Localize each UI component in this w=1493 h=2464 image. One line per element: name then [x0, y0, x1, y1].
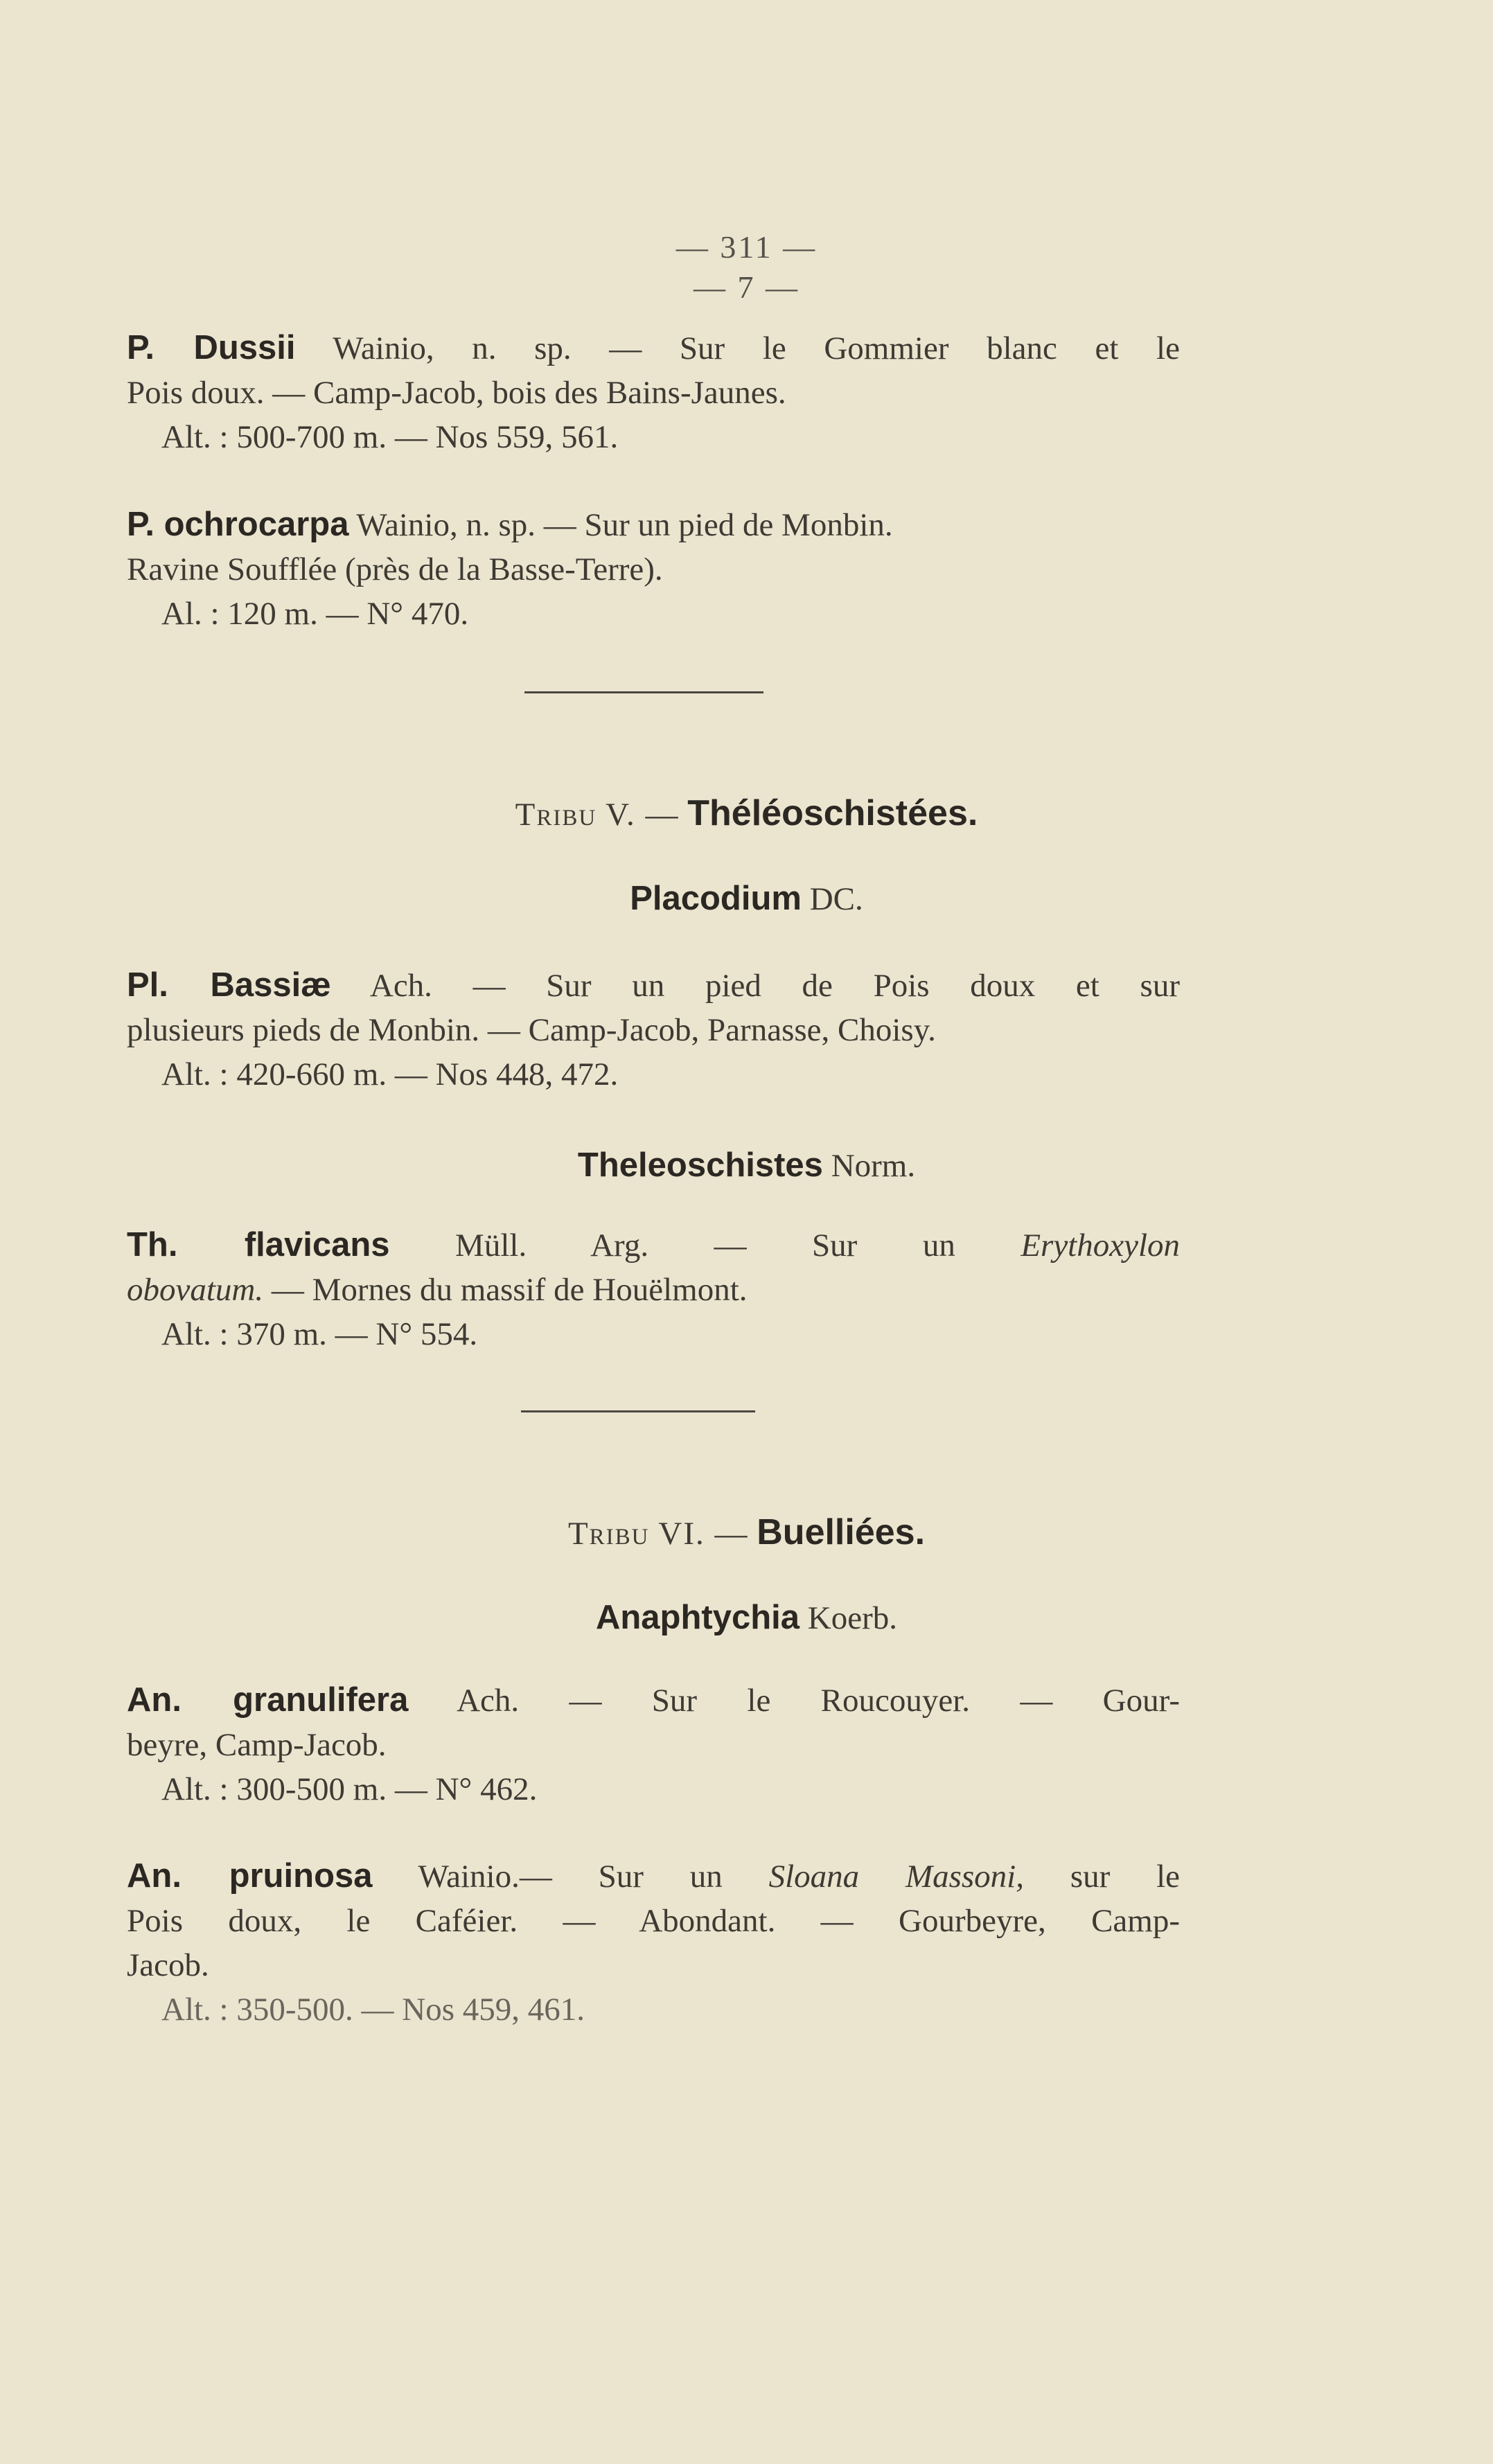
host-plant-name: Erythoxylon	[1021, 1227, 1181, 1264]
tribe-label: Tribu V. —	[515, 797, 680, 833]
entry-line	[127, 1854, 1180, 1899]
entry-an-granulifera	[127, 1678, 1180, 1811]
genus-author: Koerb.	[807, 1600, 898, 1636]
entry-text: sur le	[1070, 1859, 1181, 1895]
entry-text: Wainio, n. sp. — Sur le Gommier blanc et le	[333, 330, 1180, 366]
species-name: An. pruinosa	[127, 1857, 373, 1895]
host-plant-name: Sloana Massoni,	[768, 1859, 1024, 1895]
entry-line: Ravine Soufflée (près de la Basse-Terre).	[127, 551, 663, 587]
altitude-line: Alt. : 370 m. — N° 554.	[161, 1316, 478, 1352]
entry-an-pruinosa	[127, 1854, 1180, 2032]
entry-text: Wainio, n. sp. — Sur un pied de Monbin.	[356, 507, 893, 543]
entry-line	[127, 326, 1180, 371]
section-divider	[524, 691, 763, 693]
altitude-line: Al. : 120 m. — N° 470.	[161, 596, 469, 632]
entry-line: plusieurs pieds de Monbin. — Camp-Jacob, Parnasse, Choisy.	[127, 1012, 936, 1048]
entry-p-ochrocarpa	[127, 502, 1180, 636]
entry-th-flavicans	[127, 1223, 1180, 1356]
altitude-line: Alt. : 420-660 m. — Nos 448, 472.	[161, 1056, 619, 1092]
genus-author: Norm.	[831, 1148, 916, 1184]
entry-text: Wainio.— Sur un	[418, 1859, 723, 1895]
section-divider	[521, 1410, 755, 1412]
species-name: An. granulifera	[127, 1681, 409, 1719]
entry-text: Ach. — Sur un pied de Pois doux et sur	[369, 968, 1180, 1004]
genus-heading-placodium	[0, 876, 1493, 921]
altitude-line: Alt. : 300-500 m. — N° 462.	[161, 1771, 538, 1807]
entry-line	[127, 502, 1180, 547]
entry-text: — Mornes du massif de Houëlmont.	[271, 1272, 748, 1308]
entry-line: Pois doux. — Camp-Jacob, bois des Bains-Jaunes.	[127, 375, 786, 411]
genus-author: DC.	[809, 881, 863, 917]
entry-line: beyre, Camp-Jacob.	[127, 1727, 387, 1763]
entry-line	[127, 1223, 1180, 1268]
tribe-name: Théléoschistées.	[687, 793, 978, 833]
species-name: P. ochrocarpa	[127, 506, 349, 543]
altitude-line: Alt. : 350-500. — Nos 459, 461.	[161, 1992, 585, 2028]
tribe-name: Buelliées.	[757, 1512, 926, 1552]
species-name: Pl. Bassiæ	[127, 966, 331, 1004]
genus-name: Placodium	[630, 880, 802, 917]
page-number-311: — 311 —	[675, 229, 818, 265]
entry-line	[127, 1678, 1180, 1723]
altitude-line: Alt. : 500-700 m. — Nos 559, 561.	[161, 419, 619, 455]
page-number-7: — 7 —	[694, 269, 799, 305]
host-plant-name: obovatum.	[127, 1272, 264, 1308]
genus-heading-theleoschistes	[0, 1143, 1493, 1188]
species-name: Th. flavicans	[127, 1226, 390, 1264]
entry-line	[127, 1268, 1180, 1312]
genus-name: Theleoschistes	[577, 1146, 823, 1184]
tribe-vi-heading	[0, 1510, 1493, 1556]
entry-line: Jacob.	[127, 1947, 209, 1983]
species-name: P. Dussii	[127, 329, 296, 366]
entry-p-dussii	[127, 326, 1180, 459]
entry-line	[127, 963, 1180, 1008]
tribe-label: Tribu VI. —	[567, 1516, 749, 1552]
genus-name: Anaphtychia	[595, 1599, 800, 1636]
entry-pl-bassiae	[127, 963, 1180, 1097]
entry-line: Pois doux, le Caféier. — Abondant. — Gourbeyre, Camp-	[127, 1903, 1180, 1939]
tribe-v-heading	[0, 791, 1493, 837]
entry-text: Müll. Arg. — Sur un	[455, 1227, 955, 1264]
genus-heading-anaphtychia	[0, 1595, 1493, 1640]
entry-text: Ach. — Sur le Roucouyer. — Gour-	[457, 1683, 1180, 1719]
